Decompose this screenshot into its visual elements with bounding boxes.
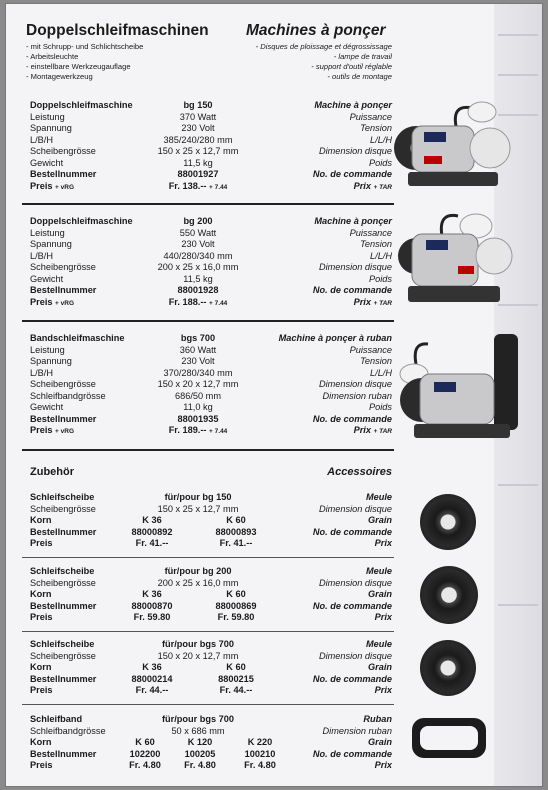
order-label: Bestellnummer: [30, 600, 97, 611]
spec-label: Schleifbandgrösse: [30, 390, 106, 401]
spec-label: Spannung: [30, 356, 72, 366]
machine-model: bg 150: [183, 100, 213, 110]
accessory-name-fr: Meule: [365, 492, 392, 502]
grain-value: K 36: [142, 662, 162, 672]
order-label: Bestellnummer: [30, 413, 97, 424]
grain-label-fr: Grain: [368, 737, 392, 747]
machine-model: bgs 700: [180, 333, 216, 343]
grinding-disc-image: [420, 640, 476, 696]
order-number: 88001927: [177, 169, 219, 179]
spec-value: 150 x 20 x 12,7 mm: [157, 650, 239, 661]
feature-item: - mit Schrupp- und Schlichtscheibe: [26, 42, 144, 51]
grinding-disc-image: [420, 494, 476, 550]
grain-label-fr: Grain: [368, 515, 392, 525]
price-label-fr: Prix + TAR: [353, 296, 392, 307]
machine-spec-bgs700: [30, 333, 392, 437]
accessory-name: Schleifband: [30, 714, 83, 724]
spec-label-fr: L/L/H: [370, 134, 392, 145]
spec-label: Scheibengrösse: [30, 503, 96, 514]
machine-name: Doppelschleifmaschine: [30, 216, 133, 226]
spec-value: 440/280/340 mm: [163, 250, 233, 261]
accessory-disc-bg150: [30, 492, 392, 550]
spec-label-fr: Dimension disque: [318, 262, 392, 272]
order-label: Bestellnummer: [30, 526, 97, 537]
catalog-page: [6, 4, 542, 786]
spec-label-fr: Poids: [369, 273, 392, 284]
spec-value: 200 x 25 x 16,0 mm: [157, 577, 239, 588]
price-label: Preis + vRG: [30, 180, 75, 191]
spec-value: 11,5 kg: [183, 157, 213, 168]
spec-label-fr: Dimension disque: [318, 577, 392, 588]
price-value: Fr. 188.-- + 7.44: [168, 296, 228, 307]
spec-value: 686/50 mm: [175, 390, 221, 401]
spec-label-fr: Puissance: [349, 111, 392, 122]
price-value: Fr. 41.--: [135, 538, 169, 548]
spec-value: 550 Watt: [179, 227, 217, 238]
spec-label-fr: Poids: [369, 402, 392, 412]
page-title: Doppelschleifmaschinen: [26, 22, 209, 39]
order-label-fr: No. de commande: [312, 673, 392, 684]
spec-label-fr: Dimension disque: [318, 503, 392, 514]
grain-value: K 60: [226, 515, 246, 525]
grain-label-fr: Grain: [368, 662, 392, 672]
grain-value: K 60: [226, 662, 246, 672]
grain-value: K 36: [142, 589, 162, 599]
spec-value: 150 x 25 x 12,7 mm: [157, 503, 239, 514]
spec-value: 370/280/340 mm: [163, 367, 233, 378]
spec-label: Gewicht: [30, 273, 64, 284]
spec-value: 150 x 20 x 12,7 mm: [157, 379, 239, 389]
order-label: Bestellnummer: [30, 285, 97, 295]
grinder-bg150-image: [394, 96, 514, 202]
spec-value: 11,0 kg: [183, 402, 213, 412]
spec-label: Schleifbandgrösse: [30, 725, 106, 736]
price-value: Fr. 44.--: [135, 685, 169, 695]
spec-label-fr: Dimension ruban: [322, 725, 392, 736]
belt-grinder-bgs700-image: [398, 334, 524, 446]
grain-label: Korn: [30, 515, 52, 525]
machine-name-fr: Machine à ponçer à ruban: [278, 333, 392, 343]
price-value: Fr. 41.--: [219, 538, 253, 548]
accessory-for: für/pour bgs 700: [162, 714, 234, 724]
grain-label: Korn: [30, 662, 52, 672]
accessory-for: für/pour bg 150: [164, 492, 232, 502]
accessory-for: für/pour bgs 700: [162, 639, 234, 649]
sanding-belt-image: [412, 718, 486, 758]
spec-value: 385/240/280 mm: [163, 134, 233, 145]
price-value: Fr. 59.80: [133, 612, 171, 622]
price-label-fr: Prix: [374, 685, 392, 695]
spec-label-fr: Dimension disque: [318, 650, 392, 661]
grain-value: K 36: [142, 515, 162, 525]
price-value: Fr. 189.-- + 7.44: [168, 425, 228, 435]
price-value: Fr. 59.80: [217, 612, 255, 622]
order-label-fr: No. de commande: [312, 169, 392, 179]
price-label: Preis + vRG: [30, 296, 75, 307]
spec-value: 11,5 kg: [183, 273, 213, 284]
accessories-title-fr: Accessoires: [327, 466, 392, 478]
spec-label: L/B/H: [30, 367, 53, 378]
order-number: 88000870: [131, 600, 173, 611]
price-label-fr: Prix: [374, 760, 392, 770]
spec-label-fr: Puissance: [349, 344, 392, 355]
price-value: Fr. 4.80: [184, 760, 216, 770]
spec-label-fr: Dimension disque: [318, 146, 392, 156]
accessory-name-fr: Meule: [365, 639, 392, 649]
grain-label: Korn: [30, 589, 52, 599]
price-label: Preis + vRG: [30, 425, 75, 435]
grain-value: K 60: [135, 737, 155, 747]
order-number: 88001935: [177, 413, 219, 424]
spec-value: 370 Watt: [179, 111, 217, 122]
spec-label-fr: Puissance: [349, 227, 392, 238]
order-number: 100210: [244, 748, 276, 759]
machine-model: bg 200: [183, 216, 213, 226]
machine-spec-bg150: [30, 100, 392, 192]
spec-label-fr: Tension: [360, 356, 392, 366]
spec-value: 50 x 686 mm: [171, 725, 225, 736]
spec-label: Scheibengrösse: [30, 262, 96, 272]
order-label-fr: No. de commande: [312, 413, 392, 424]
divider: [22, 449, 394, 451]
order-label-fr: No. de commande: [312, 285, 392, 295]
price-label-fr: Prix: [374, 612, 392, 622]
divider: [22, 704, 394, 705]
accessory-name-fr: Ruban: [363, 714, 392, 724]
spec-value: 230 Volt: [181, 356, 215, 366]
accessory-belt-bgs700: [30, 714, 392, 772]
price-label: Preis: [30, 612, 53, 622]
order-number: 88000214: [131, 673, 173, 684]
price-value: Fr. 4.80: [129, 760, 161, 770]
spec-label: Spannung: [30, 123, 72, 133]
order-number: 88000892: [131, 526, 173, 537]
grinder-bg200-image: [398, 206, 516, 316]
accessory-disc-bg200: [30, 566, 392, 624]
feature-item-fr: - Disques de ploissage et dégrossissage: [255, 42, 392, 51]
features-list: [26, 42, 143, 82]
spec-label: Scheibengrösse: [30, 650, 96, 661]
order-number: 8800215: [218, 673, 254, 684]
order-label: Bestellnummer: [30, 673, 97, 684]
order-label-fr: No. de commande: [312, 600, 392, 611]
order-label-fr: No. de commande: [312, 526, 392, 537]
spec-value: 230 Volt: [181, 123, 215, 133]
price-label-fr: Prix + TAR: [353, 180, 392, 191]
accessory-name: Schleifscheibe: [30, 492, 95, 502]
accessory-disc-bgs700: [30, 639, 392, 697]
feature-item-fr: - lampe de travail: [333, 52, 392, 61]
order-number: 88000893: [215, 526, 257, 537]
accessories-title: Zubehör: [30, 466, 74, 478]
spec-label-fr: Poids: [369, 157, 392, 168]
spec-label: Leistung: [30, 227, 65, 238]
order-label-fr: No. de commande: [312, 748, 392, 759]
divider: [22, 203, 394, 205]
order-number: 102200: [129, 748, 161, 759]
price-value: Fr. 138.-- + 7.44: [168, 180, 228, 191]
spec-label: Gewicht: [30, 402, 64, 412]
accessory-name: Schleifscheibe: [30, 639, 95, 649]
spec-value: 360 Watt: [179, 344, 217, 355]
spec-label: Spannung: [30, 239, 72, 249]
accessory-name-fr: Meule: [365, 566, 392, 576]
price-value: Fr. 44.--: [219, 685, 253, 695]
accessory-for: für/pour bg 200: [164, 566, 232, 576]
machine-spec-bg200: [30, 216, 392, 308]
order-number: 88000869: [215, 600, 257, 611]
divider: [22, 557, 394, 558]
machine-name-fr: Machine à ponçer: [314, 100, 392, 110]
price-label: Preis: [30, 685, 53, 695]
machine-name: Bandschleifmaschine: [30, 333, 125, 343]
divider: [22, 320, 394, 322]
feature-item-fr: - outils de montage: [327, 72, 392, 81]
page-title-fr: Machines à ponçer: [246, 22, 386, 39]
spec-label: Scheibengrösse: [30, 146, 96, 156]
spec-label-fr: L/L/H: [370, 250, 392, 261]
grinding-disc-image: [420, 566, 478, 624]
spec-label-fr: L/L/H: [370, 367, 392, 378]
feature-item-fr: - support d'outil réglable: [311, 62, 392, 71]
spec-value: 200 x 25 x 16,0 mm: [157, 262, 239, 272]
spec-label-fr: Tension: [360, 239, 392, 249]
price-label: Preis: [30, 538, 53, 548]
grain-value: K 60: [226, 589, 246, 599]
feature-item: - Montagewerkzeug: [26, 72, 93, 81]
machine-name-fr: Machine à ponçer: [314, 216, 392, 226]
spec-label: L/B/H: [30, 134, 53, 145]
grain-value: K 120: [187, 737, 213, 747]
spec-label: Scheibengrösse: [30, 379, 96, 389]
order-number: 88001928: [177, 285, 219, 295]
spec-label: L/B/H: [30, 250, 53, 261]
grain-label: Korn: [30, 737, 52, 747]
spec-label: Scheibengrösse: [30, 577, 96, 588]
grain-label-fr: Grain: [368, 589, 392, 599]
order-label: Bestellnummer: [30, 748, 97, 759]
spec-label: Leistung: [30, 111, 65, 122]
grain-value: K 220: [247, 737, 273, 747]
spec-label: Gewicht: [30, 157, 64, 168]
machine-name: Doppelschleifmaschine: [30, 100, 133, 110]
spec-value: 150 x 25 x 12,7 mm: [157, 146, 239, 156]
features-list-fr: [238, 42, 392, 82]
spec-label: Leistung: [30, 344, 65, 355]
spec-label-fr: Tension: [360, 123, 392, 133]
order-number: 100205: [184, 748, 216, 759]
feature-item: - Arbeitsleuchte: [26, 52, 79, 61]
feature-item: - einstellbare Werkzeugauflage: [26, 62, 131, 71]
spec-label-fr: Dimension ruban: [322, 390, 392, 401]
price-value: Fr. 4.80: [244, 760, 276, 770]
price-label: Preis: [30, 760, 53, 770]
price-label-fr: Prix: [374, 538, 392, 548]
spec-value: 230 Volt: [181, 239, 215, 249]
price-label-fr: Prix + TAR: [353, 425, 392, 435]
accessory-name: Schleifscheibe: [30, 566, 95, 576]
divider: [22, 631, 394, 632]
order-label: Bestellnummer: [30, 169, 97, 179]
spec-label-fr: Dimension disque: [318, 379, 392, 389]
